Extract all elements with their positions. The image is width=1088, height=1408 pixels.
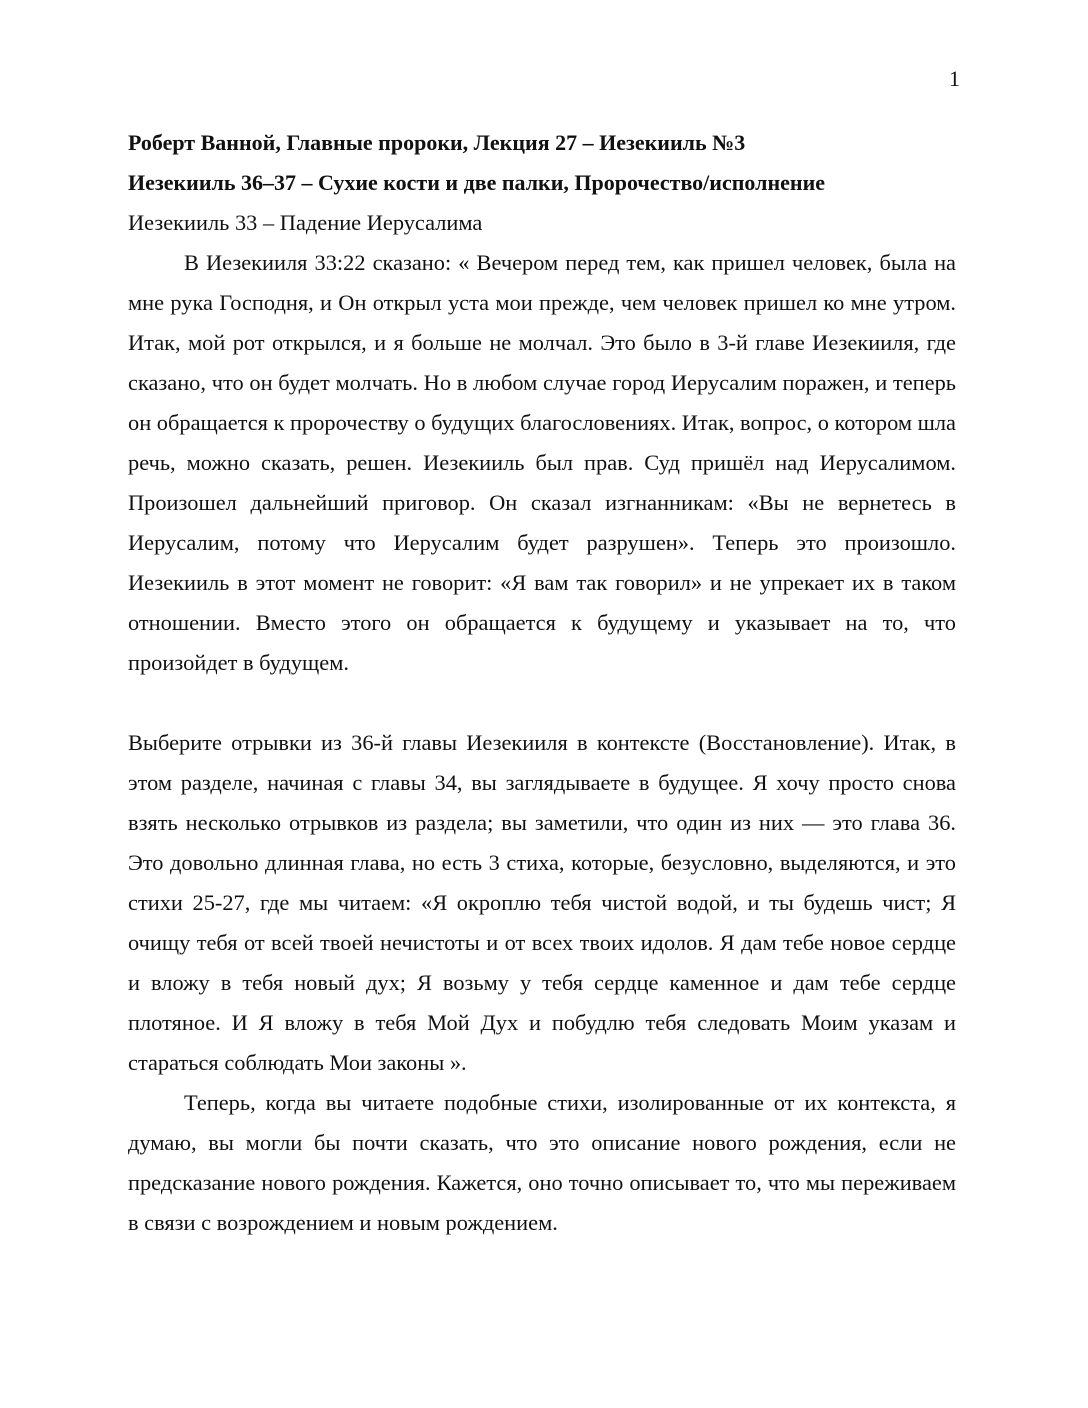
page-number: 1 [949, 66, 960, 91]
paragraph-3: Теперь, когда вы читаете подобные стихи, изолированные от их контекста, я думаю, вы могли бы почти сказать, что это описание нового рождения, если не предсказание нового рождения. Кажется, оно точно описывает то, что мы переживаем в связи с возрождением и новым рождением. [128, 1090, 956, 1235]
paragraph-2: Выберите отрывки из 36-й главы Иезекииля в контексте (Восстановление). Итак, в этом разделе, начиная с главы 34, вы заглядываете в будущее. Я хочу просто снова взять несколько отрывков из раздела; вы заметили, что один из них — это глава 36. Это довольно длинная глава, но есть 3 стиха, которые, безусловно, выделяются, и это стихи 25-27, где мы читаем: «Я окроплю тебя чистой водой, и ты будешь чист; Я очищу тебя от всей твоей нечистоты и от всех твоих идолов. Я дам тебе новое сердце и вложу в тебя новый дух; Я возьму у тебя сердце каменное и дам тебе сердце плотяное. И Я вложу в тебя Мой Дух и побудлю тебя следовать Моим указам и стараться соблюдать Мои законы ». [128, 730, 956, 1075]
document-title-line-1: Роберт Ванной, Главные пророки, Лекция 27 – Иезекииль №3 [128, 130, 746, 155]
section-heading: Иезекииль 33 – Падение Иерусалима [128, 210, 483, 235]
document-title-line-2: Иезекииль 36–37 – Сухие кости и две палки, Пророчество/исполнение [128, 170, 826, 195]
document-body [128, 123, 956, 1243]
paragraph-1: В Иезекииля 33:22 сказано: « Вечером перед тем, как пришел человек, была на мне рука Господня, и Он открыл уста мои прежде, чем человек пришел ко мне утром. Итак, мой рот открылся, и я больше не молчал. Это было в 3-й главе Иезекииля, где сказано, что он будет молчать. Но в любом случае город Иерусалим поражен, и теперь он обращается к пророчеству о будущих благословениях. Итак, вопрос, о котором шла речь, можно сказать, решен. Иезекииль был прав. Суд пришёл над Иерусалимом. Произошел дальнейший приговор. Он сказал изгнанникам: «Вы не вернетесь в Иерусалим, потому что Иерусалим будет разрушен». Теперь это произошло. Иезекииль в этот момент не говорит: «Я вам так говорил» и не упрекает их в таком отношении. Вместо этого он обращается к будущему и указывает на то, что произойдет в будущем. [128, 250, 956, 675]
